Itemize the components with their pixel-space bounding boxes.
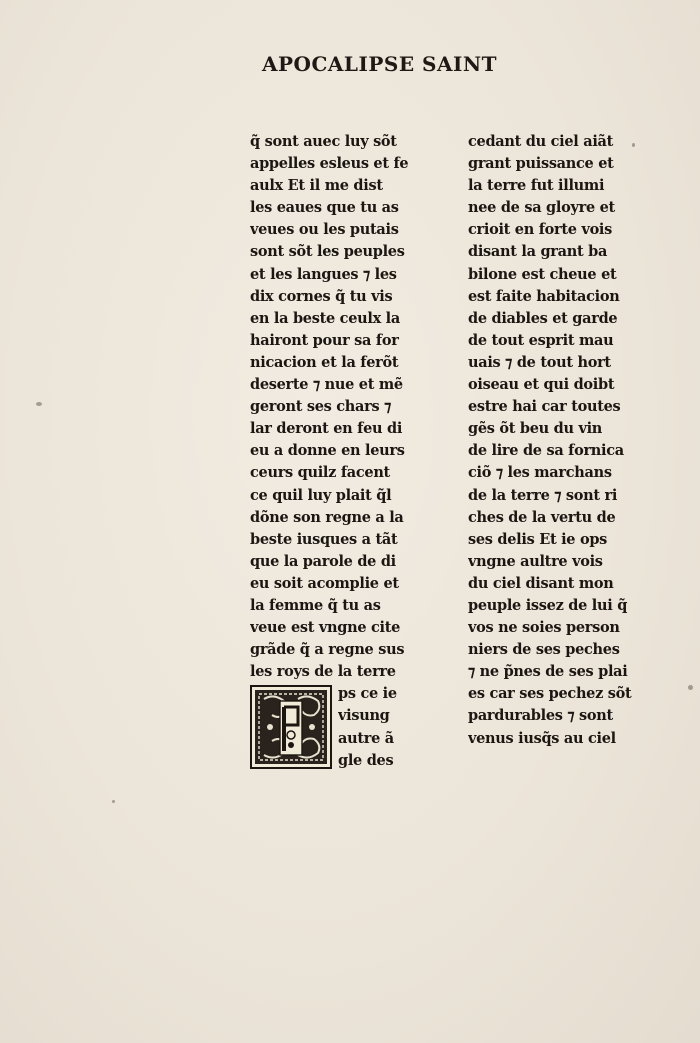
- text-line: oiseau et qui doibt: [468, 376, 615, 394]
- text-line: ses delis Et ie ops: [468, 530, 608, 548]
- paper-speck: [688, 685, 693, 690]
- text-line: ps ce ie: [338, 685, 397, 703]
- text-line: les roys de la terre: [250, 663, 396, 681]
- decorated-initial-icon: [250, 685, 332, 769]
- text-line: nee de sa gloyre et: [468, 199, 615, 217]
- text-line: que la parole de di: [250, 552, 396, 570]
- right-column: [468, 131, 638, 750]
- initial-paragraph-lines: [338, 683, 397, 771]
- text-line: de diables et garde: [468, 309, 618, 327]
- text-line: veue est vngne cite: [250, 619, 401, 637]
- text-line: appelles esleus et fe: [250, 155, 409, 173]
- text-line: du ciel disant mon: [468, 574, 614, 592]
- text-line: deserte ⁊ nue et mẽ: [250, 376, 403, 394]
- text-line: les eaues que tu as: [250, 199, 399, 217]
- paper-speck: [112, 800, 115, 803]
- text-line: eu soit acomplie et: [250, 574, 399, 592]
- text-line: lar deront en feu di: [250, 420, 403, 438]
- text-line: ciõ ⁊ les marchans: [468, 464, 612, 482]
- text-line: autre ã: [338, 729, 394, 747]
- text-line: es car ses pechez sõt: [468, 685, 632, 703]
- running-head: APOCALIPSE SAINT: [262, 52, 498, 76]
- left-column-lines: [250, 131, 410, 683]
- text-line: venus iusq̃s au ciel: [468, 729, 616, 747]
- text-line: hairont pour sa for: [250, 331, 399, 349]
- text-line: en la beste ceulx la: [250, 309, 400, 327]
- text-line: pardurables ⁊ sont: [468, 707, 613, 725]
- text-line: la terre fut illumi: [468, 177, 605, 195]
- text-line: grant puissance et: [468, 155, 614, 173]
- text-line: crioit en forte vois: [468, 221, 613, 239]
- text-line: veues ou les putais: [250, 221, 399, 239]
- text-line: de tout esprit mau: [468, 331, 614, 349]
- paper-speck: [632, 143, 635, 147]
- text-line: grãde q̃ a regne sus: [250, 641, 405, 659]
- text-line: vngne aultre vois: [468, 552, 603, 570]
- decorated-initial: [250, 685, 332, 769]
- text-line: cedant du ciel aiãt: [468, 133, 614, 150]
- text-line: nicacion et la ferõt: [250, 353, 399, 371]
- text-line: dix cornes q̃ tu vis: [250, 287, 393, 305]
- text-line: bilone est cheue et: [468, 265, 617, 283]
- text-line: est faite habitacion: [468, 287, 620, 305]
- right-column-lines: [468, 131, 638, 750]
- text-line: et les langues ⁊ les: [250, 265, 397, 283]
- initial-paragraph: [250, 683, 410, 771]
- text-line: de lire de sa fornica: [468, 442, 624, 460]
- text-line: la femme q̃ tu as: [250, 596, 381, 614]
- text-line: ceurs quilz facent: [250, 464, 390, 482]
- text-line: uais ⁊ de tout hort: [468, 353, 611, 371]
- text-line: vos ne soies person: [468, 619, 620, 637]
- text-line: ce quil luy plait q̃l: [250, 486, 392, 504]
- text-line: geront ses chars ⁊: [250, 398, 391, 416]
- text-line: aulx Et il me dist: [250, 177, 383, 195]
- text-line: eu a donne en leurs: [250, 442, 405, 460]
- left-column: [250, 131, 410, 772]
- text-line: gẽs õt beu du vin: [468, 420, 603, 438]
- paper-speck: [36, 402, 42, 406]
- text-line: disant la grant ba: [468, 243, 608, 261]
- text-line: niers de ses peches: [468, 641, 620, 659]
- text-line: dõne son regne a la: [250, 508, 404, 526]
- text-line: ⁊ ne p̃nes de ses plai: [468, 663, 628, 681]
- text-line: sont sõt les peuples: [250, 243, 405, 261]
- text-line: beste iusques a tãt: [250, 530, 398, 548]
- text-line: q̃ sont auec luy sõt: [250, 133, 397, 150]
- text-line: de la terre ⁊ sont ri: [468, 486, 618, 504]
- text-line: visung: [338, 707, 390, 725]
- text-line: estre hai car toutes: [468, 398, 621, 416]
- text-line: ches de la vertu de: [468, 508, 616, 526]
- text-line: peuple issez de lui q̃: [468, 596, 628, 614]
- text-line: gle des: [338, 751, 394, 769]
